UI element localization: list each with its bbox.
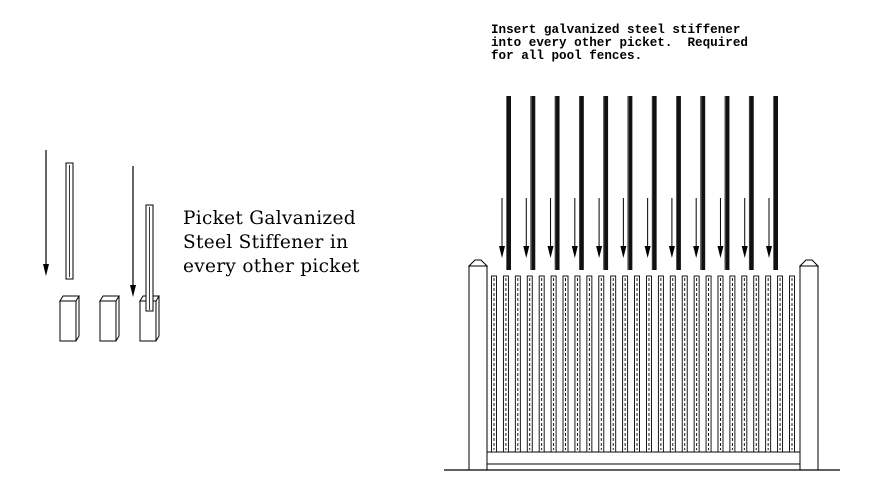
fence-picket xyxy=(527,276,532,452)
picket-cube xyxy=(100,296,119,341)
down-arrow-icon xyxy=(620,198,626,258)
fence-picket xyxy=(778,276,783,452)
down-arrow-icon xyxy=(693,198,699,258)
down-arrow-icon xyxy=(596,198,602,258)
fence-picket xyxy=(539,276,544,452)
stiffener-bar xyxy=(66,163,73,279)
fence-picket xyxy=(706,276,711,452)
fence-picket xyxy=(492,276,497,452)
down-arrow-icon xyxy=(130,166,136,297)
fence-picket xyxy=(754,276,759,452)
down-arrow-icon xyxy=(523,198,529,258)
picket-cube xyxy=(60,296,79,341)
fence-picket xyxy=(599,276,604,452)
fence-picket xyxy=(503,276,508,452)
fence-picket xyxy=(623,276,628,452)
down-arrow-icon xyxy=(572,198,578,258)
stiffener-bar xyxy=(701,96,706,270)
fence-picket xyxy=(742,276,747,452)
bottom-rail xyxy=(487,452,800,464)
down-arrow-icon xyxy=(742,198,748,258)
top-caption-line: into every other picket. Required xyxy=(491,36,748,50)
top-caption-line: Insert galvanized steel stiffener xyxy=(491,23,741,37)
fence-picket xyxy=(790,276,795,452)
stiffener-bar xyxy=(652,96,657,270)
stiffener-bar xyxy=(531,96,536,270)
fence-picket xyxy=(551,276,556,452)
picket-with-stiffener xyxy=(140,205,159,341)
fence-picket xyxy=(587,276,592,452)
fence-picket xyxy=(563,276,568,452)
down-arrow-icon xyxy=(645,198,651,258)
stiffener-bar xyxy=(579,96,584,270)
down-arrow-icon xyxy=(43,150,49,276)
stiffener-bar xyxy=(774,96,779,270)
fence-picket xyxy=(766,276,771,452)
left-caption-line: Steel Stiffener in xyxy=(183,232,349,253)
stiffener-bar xyxy=(725,96,730,270)
down-arrow-icon xyxy=(766,198,772,258)
left-caption xyxy=(183,207,360,279)
fence-picket xyxy=(575,276,580,452)
stiffener-bars xyxy=(499,96,778,270)
stiffener-bar xyxy=(749,96,754,270)
fence-picket xyxy=(658,276,663,452)
stiffener-bar xyxy=(507,96,512,270)
down-arrow-icon xyxy=(669,198,675,258)
fence-picket xyxy=(718,276,723,452)
stiffener-bar xyxy=(604,96,609,270)
stiffener-bar xyxy=(555,96,560,270)
fence-pickets xyxy=(492,276,795,452)
fence-picket xyxy=(682,276,687,452)
top-caption xyxy=(491,24,748,63)
fence-picket xyxy=(515,276,520,452)
down-arrow-icon xyxy=(499,198,505,258)
fence-post-left xyxy=(469,260,487,470)
fence-picket xyxy=(611,276,616,452)
left-caption-line: Picket Galvanized xyxy=(183,208,356,229)
fence-picket xyxy=(730,276,735,452)
fence-post-right xyxy=(800,260,818,470)
down-arrow-icon xyxy=(548,198,554,258)
fence-picket xyxy=(670,276,675,452)
stiffener-bar xyxy=(676,96,681,270)
stiffener-bar xyxy=(628,96,633,270)
left-caption-line: every other picket xyxy=(183,256,360,277)
fence-picket xyxy=(646,276,651,452)
fence-picket xyxy=(635,276,640,452)
top-caption-line: for all pool fences. xyxy=(491,49,643,63)
down-arrow-icon xyxy=(717,198,723,258)
picket-detail xyxy=(43,150,159,341)
fence-section xyxy=(444,96,840,470)
fence-picket xyxy=(694,276,699,452)
